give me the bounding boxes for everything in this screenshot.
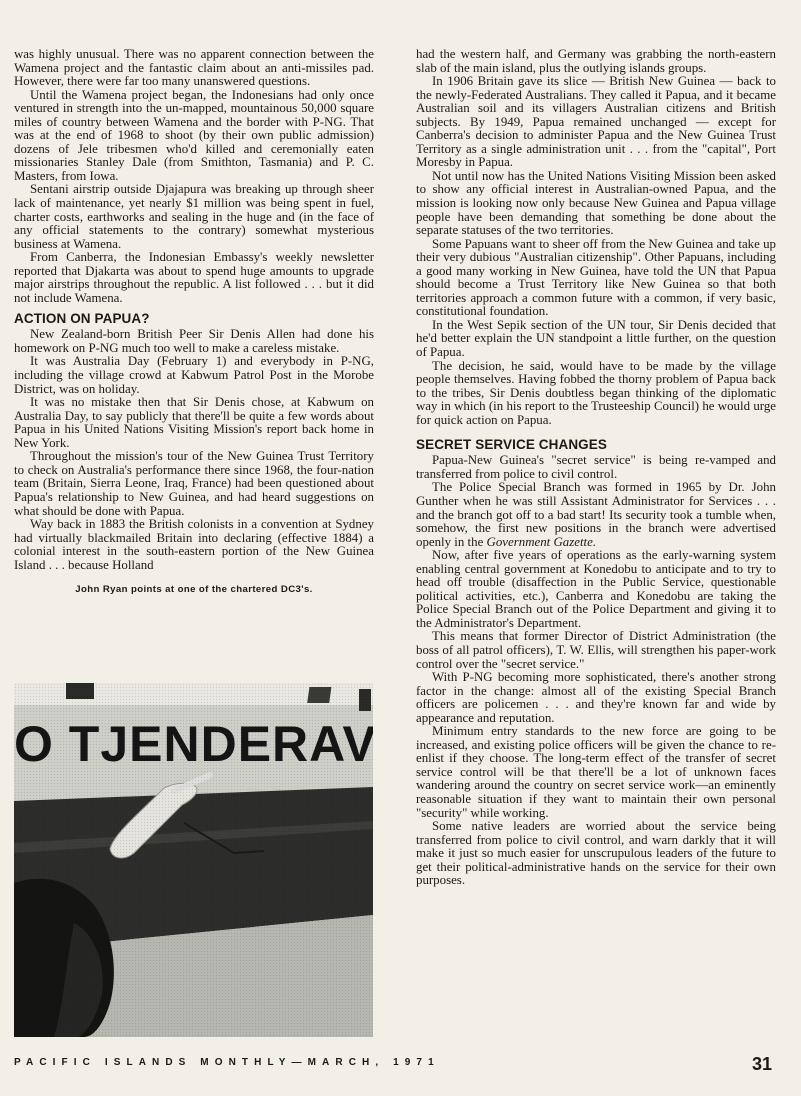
paragraph: was highly unusual. There was no apparent connection between the Wamena project and the fantastic claim about an anti-missiles pad. However, there were far too many unanswered questions. xyxy=(14,47,374,89)
paragraph: In the West Sepik section of the UN tour, Sir Denis decided that he'd better explain the UN standpoint a little further, on the question of Papua. xyxy=(416,317,776,360)
left-column xyxy=(14,48,374,597)
paragraph-text: The Police Special Branch was formed in 1965 by Dr. John Gunther when he was still Assistant Administrator for Services . . . and the branch got off to a bad start! Its security took a tumble when, somehow, the first new positions in the branch were advertised openly in the xyxy=(416,480,776,549)
paragraph: From Canberra, the Indonesian Embassy's weekly newsletter reported that Djakarta was about to spend huge amounts to upgrade major airstrips throughout the republic. A list followed . . . but it did not include Wamena. xyxy=(14,250,374,305)
paragraph xyxy=(416,481,776,549)
paragraph: This means that former Director of District Administration (the boss of all patrol officers), T. W. Ellis, will strengthen his paper-work control over the "secret service." xyxy=(416,629,776,671)
paragraph: Sentani airstrip outside Djajapura was breaking up through sheer lack of maintenance, yet nearly $1 million was being spent in fuel, charter costs, earthworks and sealing in the huge and (in the face of any official statements to the contrary) somewhat mysterious business at Wamena. xyxy=(14,182,374,251)
paragraph: had the western half, and Germany was grabbing the north-eastern slab of the main island, plus the outlying islands groups. xyxy=(416,47,776,75)
paragraph: Now, after five years of operations as the early-warning system enabling central government at Konedobu to anticipate and to try to head off trouble (disaffection in the Public Service, questionable political activities, etc.), Canberra and Konedobu are taking the Police Special Branch out of the Police Department and giving it to the Administrator's Department. xyxy=(416,548,776,630)
publication-title: Government Gazette. xyxy=(486,534,597,549)
photo-dc3-aircraft xyxy=(14,683,373,1037)
paragraph: With P-NG becoming more sophisticated, there's another strong factor in the change: almost all of the existing Special Branch officers are policemen . . . and they're known far and wide by appearance and reputation. xyxy=(416,670,776,725)
paragraph: Minimum entry standards to the new force are going to be increased, and existing police officers will be given the chance to re-enlist if they choose. The long-term effect of the transfer of secret service control will be that there'll be a lot of unknown faces wandering around the country on secret service work—an eminently reasonable situation if they want to maintain their own personal "security" while working. xyxy=(416,724,776,820)
paragraph: It was no mistake then that Sir Denis chose, at Kabwum on Australia Day, to say publicly that there'll be quite a few words about Papua in his United Nations Visiting Mission's report back home in New York. xyxy=(14,395,374,450)
paragraph: Way back in 1883 the British colonists in a convention at Sydney had virtually blackmailed Britain into declaring (effective 1884) a colonial interest in the south-eastern portion of the New Guinea Island . . . because Holland xyxy=(14,517,374,572)
right-column xyxy=(416,48,776,888)
page-number: 31 xyxy=(751,1054,772,1074)
photo-caption: John Ryan points at one of the chartered DC3's. xyxy=(75,584,313,596)
paragraph: Papua-New Guinea's "secret service" is being re-vamped and transferred from police to civil control. xyxy=(416,453,776,481)
publication-footer-line: PACIFIC ISLANDS MONTHLY—MARCH, 1971 xyxy=(14,1057,440,1068)
page-footer xyxy=(14,1055,774,1079)
paragraph: Some Papuans want to sheer off from the New Guinea and take up their very dubious "Australian citizenship". Other Papuans, including a good many working in New Guinea, have told the UN that Papua should become a Trust Territory like New Guinea so that both territories approach a common future with a common, if very basic, constitutional foundation. xyxy=(416,236,776,319)
paragraph: Some native leaders are worried about the service being transferred from police to civil control, and warn darkly that it will make it just so much easier for unscrupulous leaders of the future to get their political-administrative hands on the service for their own purposes. xyxy=(416,819,776,888)
paragraph: Throughout the mission's tour of the New Guinea Trust Territory to check on Australia's performance there since 1968, the four-nation team (Britain, Sierra Leone, Iraq, France) had been questioned about Papua's relationship to New Guinea, and had heard suggestions on what should be done with Papua. xyxy=(14,449,374,518)
paragraph: The decision, he said, would have to be made by the village people themselves. Having fobbed the thorny problem of Papua back to the tribes, Sir Denis doubtless began thinking of the diplomatic way in which (in his report to the Trusteeship Council) he would urge for quick action on Papua. xyxy=(416,358,776,427)
paragraph: New Zealand-born British Peer Sir Denis Allen had done his homework on P-NG much too well to make a careless mistake. xyxy=(14,327,374,355)
paragraph: Until the Wamena project began, the Indonesians had only once ventured in strength into the un-mapped, mountainous 50,000 square miles of country between Wamena and the border with P-NG. That was at the end of 1968 to shoot (by their own public admission) dozens of Jele tribesmen who'd killed and ceremonially eaten missionaries Stanley Dale (from Smithton, Tasmania) and P. C. Masters, from Iowa. xyxy=(14,87,374,183)
paragraph: Not until now has the United Nations Visiting Mission been asked to show any official interest in Australian-owned Papua, and the mission is looking now only because New Guinea and Papua village people have been demanding that something be done about the separate statuses of the two territories. xyxy=(416,168,776,238)
paragraph: In 1906 Britain gave its slice — British New Guinea — back to the newly-Federated Australians. They called it Papua, and it became Australian soil and its villagers Australian citizens and British subjects. By 1949, Papua remained unchanged — except for Canberra's decision to administer Papua and the New Guinea Trust Territory as a single administration unit . . . from the "capital", Port Moresby in Papua. xyxy=(416,74,776,170)
section-heading-secret-service-changes: SECRET SERVICE CHANGES xyxy=(416,437,607,453)
section-heading-action-on-papua: ACTION ON PAPUA? xyxy=(14,311,150,327)
paragraph: It was Australia Day (February 1) and everybody in P-NG, including the village crowd at Kabwum Patrol Post in the Morobe District, was on holiday. xyxy=(14,354,374,396)
